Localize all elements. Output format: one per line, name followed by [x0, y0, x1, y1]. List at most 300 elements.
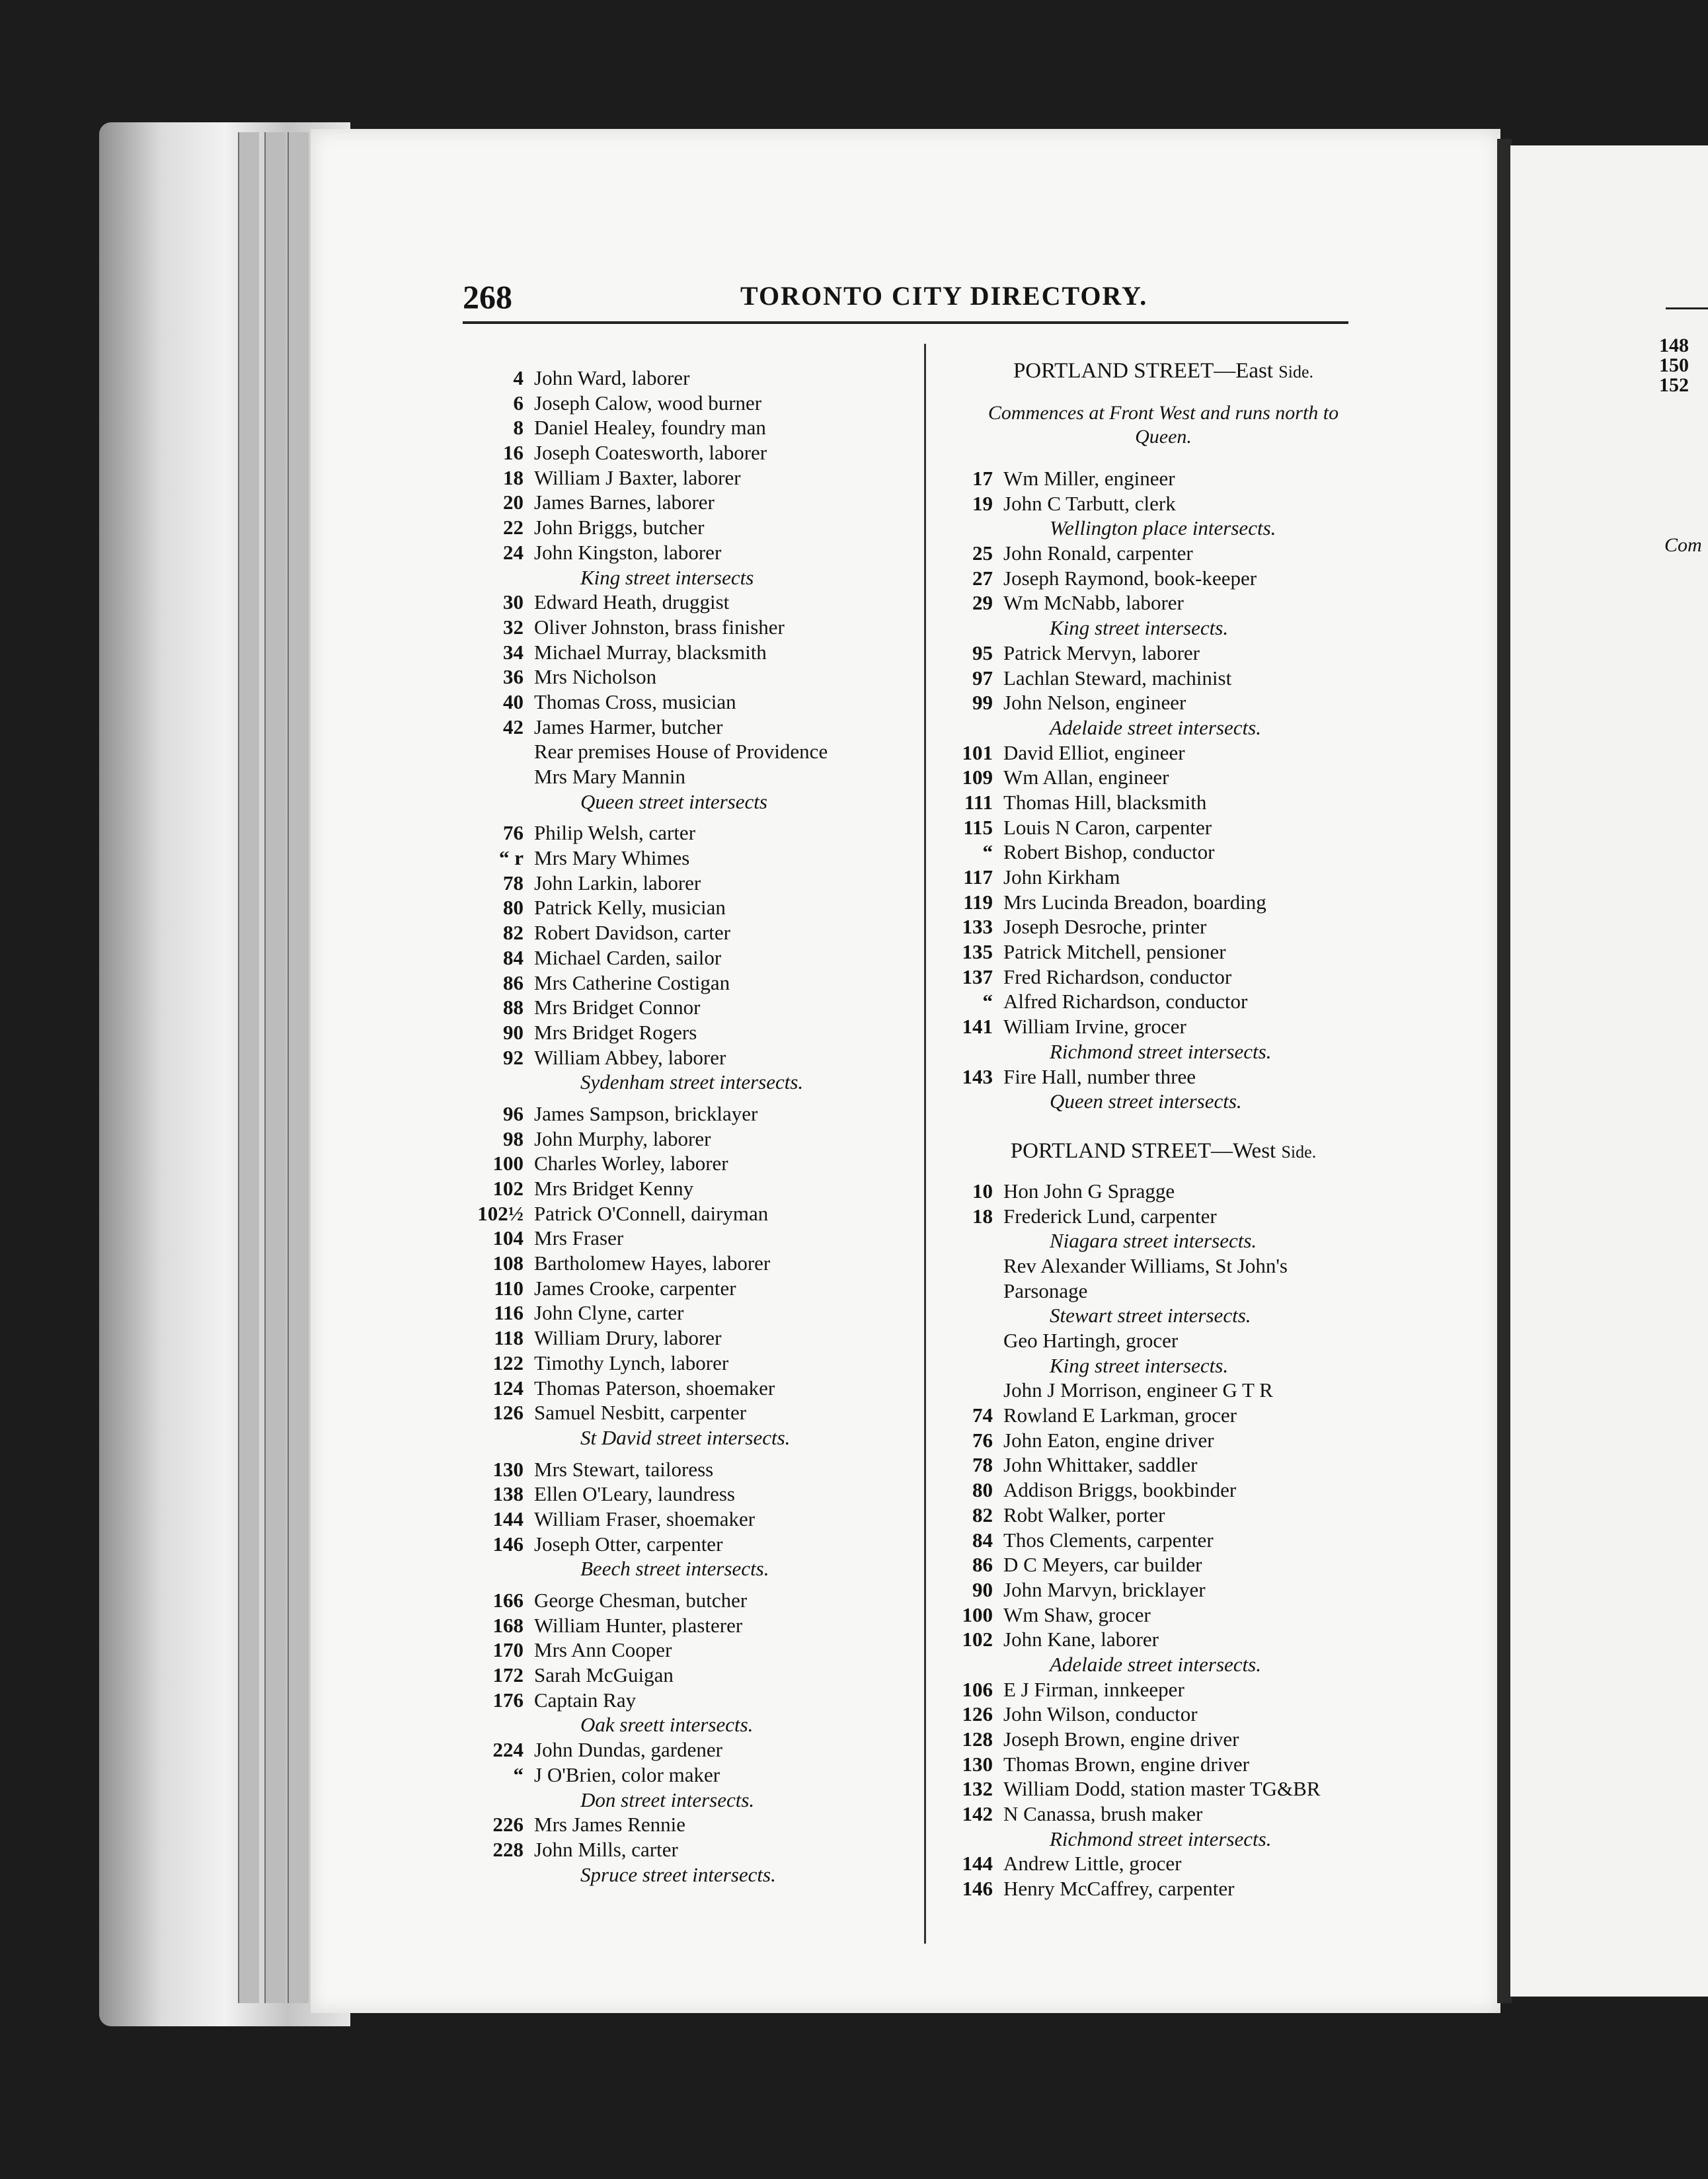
resident-name: David Elliot, engineer — [1003, 740, 1185, 764]
directory-entry — [932, 1577, 1395, 1603]
house-number: 146 — [492, 1532, 524, 1556]
house-number: 104 — [492, 1226, 524, 1250]
directory-entry — [932, 590, 1395, 615]
house-number: 78 — [972, 1453, 993, 1477]
resident-name: James Sampson, bricklayer — [534, 1101, 758, 1125]
directory-entry — [932, 1378, 1395, 1403]
resident-name: Mrs James Rennie — [534, 1813, 686, 1837]
house-number: 106 — [962, 1677, 993, 1701]
directory-entry — [463, 1376, 912, 1401]
house-number: 108 — [492, 1251, 524, 1275]
resident-name: Louis N Caron, carpenter — [1003, 815, 1212, 839]
house-number: 86 — [972, 1553, 993, 1577]
house-number: 122 — [492, 1351, 524, 1374]
section-gap — [463, 1095, 912, 1101]
intersection-note: King street intersects. — [1050, 1353, 1229, 1377]
house-number: 90 — [972, 1577, 993, 1601]
resident-name: Hon John G Spragge — [1003, 1179, 1175, 1203]
book-spine-gap — [1497, 139, 1512, 2003]
directory-entry — [932, 566, 1395, 591]
directory-entry — [932, 740, 1395, 766]
resident-name: Thos Clements, carpenter — [1003, 1528, 1214, 1552]
directory-entry — [932, 914, 1395, 939]
directory-entry — [463, 1201, 912, 1226]
resident-name: John J Morrison, engineer G T R — [1003, 1378, 1273, 1402]
resident-name: Mrs Lucinda Breadon, boarding — [1003, 890, 1266, 914]
directory-entry — [463, 820, 912, 846]
page-edge-layer — [238, 132, 259, 2003]
house-number: 116 — [494, 1301, 524, 1325]
directory-entry — [932, 890, 1395, 915]
house-number: 126 — [492, 1401, 524, 1425]
directory-entry — [463, 690, 912, 715]
resident-name: Patrick Kelly, musician — [534, 896, 726, 920]
directory-entry — [463, 1837, 912, 1862]
house-number: 138 — [492, 1482, 524, 1506]
house-number — [932, 1378, 1003, 1403]
house-number: 111 — [964, 790, 993, 814]
house-number: 19 — [972, 491, 993, 515]
house-number: 84 — [503, 945, 524, 969]
house-number: 30 — [503, 590, 524, 614]
intersection-note: Don street intersects. — [580, 1788, 755, 1811]
house-number: 18 — [503, 465, 524, 489]
facing-page-number: 148 — [1659, 335, 1689, 356]
resident-name: John Marvyn, bricklayer — [1003, 1577, 1206, 1601]
resident-name: Mrs Ann Cooper — [534, 1638, 672, 1662]
house-number: 133 — [962, 915, 993, 939]
resident-name: Thomas Brown, engine driver — [1003, 1752, 1249, 1776]
section-gap — [463, 814, 912, 820]
house-number: “ r — [498, 846, 524, 870]
commences-line-1: Commences at Front West and runs north to — [988, 402, 1339, 424]
directory-entry — [463, 1351, 912, 1376]
house-number: 137 — [962, 965, 993, 988]
resident-name: Sarah McGuigan — [534, 1663, 674, 1687]
facing-page-number: 150 — [1659, 354, 1689, 376]
resident-name: John Nelson, engineer — [1003, 691, 1186, 715]
directory-entry — [932, 541, 1395, 566]
house-number: 226 — [492, 1813, 524, 1837]
resident-name: N Canassa, brush maker — [1003, 1802, 1203, 1826]
intersection-note: Spruce street intersects. — [580, 1862, 776, 1886]
directory-entry — [932, 690, 1395, 715]
resident-name: Bartholomew Hayes, laborer — [534, 1251, 771, 1275]
directory-entry — [463, 1226, 912, 1251]
house-number: “ — [982, 990, 993, 1013]
intersection-note: Richmond street intersects. — [1050, 1827, 1272, 1850]
resident-name: Joseph Desroche, printer — [1003, 915, 1207, 939]
resident-name: E J Firman, innkeeper — [1003, 1677, 1184, 1701]
directory-entry — [932, 1776, 1395, 1802]
house-number: 76 — [503, 821, 524, 845]
resident-name: Geo Hartingh, grocer — [1003, 1329, 1179, 1352]
commences-line-2: Queen. — [1135, 426, 1192, 448]
resident-name: Joseph Brown, engine driver — [1003, 1727, 1239, 1751]
directory-entry — [463, 515, 912, 540]
house-number: 115 — [963, 815, 993, 839]
house-number: 98 — [503, 1127, 524, 1150]
resident-name: Mrs Bridget Connor — [534, 996, 701, 1019]
directory-entry — [932, 815, 1395, 840]
resident-name: Oliver Johnston, brass finisher — [534, 615, 785, 639]
directory-entry — [932, 1702, 1395, 1727]
directory-entry — [463, 971, 912, 996]
house-number: 117 — [963, 865, 993, 889]
east-side-heading-side: Side. — [1278, 362, 1314, 381]
resident-name: Wm Miller, engineer — [1003, 467, 1175, 490]
directory-entry — [463, 1300, 912, 1326]
directory-entry — [463, 1812, 912, 1837]
house-number: 92 — [503, 1045, 524, 1069]
house-number: 29 — [972, 591, 993, 615]
intersection-note: Adelaide street intersects. — [1050, 715, 1261, 739]
commences-note — [932, 401, 1395, 449]
directory-entry — [932, 1727, 1395, 1752]
house-number: 176 — [492, 1688, 524, 1712]
east-side-list — [932, 466, 1395, 1114]
house-number: 22 — [503, 516, 524, 539]
resident-name: Joseph Raymond, book-keeper — [1003, 566, 1257, 590]
house-number: 17 — [972, 467, 993, 490]
resident-name: George Chesman, butcher — [534, 1589, 748, 1612]
directory-entry — [463, 1151, 912, 1176]
facing-page-numbers — [1659, 336, 1689, 395]
directory-entry — [463, 664, 912, 690]
page-header — [463, 278, 1348, 324]
directory-entry — [463, 945, 912, 971]
intersection-note: Wellington place intersects. — [1050, 516, 1276, 540]
house-number: 102 — [962, 1628, 993, 1651]
house-number: 18 — [972, 1204, 993, 1228]
resident-name: William Hunter, plasterer — [534, 1613, 743, 1637]
directory-entry — [932, 1627, 1395, 1652]
entry-continuation: Parsonage — [1003, 1279, 1088, 1302]
house-number: 95 — [972, 641, 993, 664]
directory-entry — [932, 1677, 1395, 1702]
house-number: 166 — [492, 1589, 524, 1612]
resident-name: John Briggs, butcher — [534, 516, 705, 539]
west-side-list — [932, 1179, 1395, 1901]
house-number: 80 — [503, 896, 524, 920]
directory-entry — [463, 415, 912, 440]
resident-name: Joseph Otter, carpenter — [534, 1532, 723, 1556]
house-number: 100 — [492, 1152, 524, 1175]
directory-entry — [932, 1876, 1395, 1901]
house-number: 42 — [503, 715, 524, 738]
directory-entry — [463, 715, 912, 740]
directory-entry — [932, 1452, 1395, 1478]
directory-entry — [463, 995, 912, 1020]
resident-name: Mrs Fraser — [534, 1226, 624, 1250]
house-number: 99 — [972, 691, 993, 715]
resident-name: John C Tarbutt, clerk — [1003, 491, 1176, 515]
house-number: 20 — [503, 491, 524, 514]
house-number: 90 — [503, 1020, 524, 1044]
directory-entry — [463, 590, 912, 615]
directory-entry — [463, 1613, 912, 1638]
east-side-heading — [932, 356, 1395, 385]
house-number: 6 — [513, 391, 524, 415]
facing-page-commences-fragment: Com — [1664, 534, 1702, 556]
west-side-heading-side: Side. — [1281, 1142, 1317, 1162]
directory-entry — [932, 1752, 1395, 1777]
directory-entry — [463, 1045, 912, 1070]
house-number: 144 — [492, 1507, 524, 1530]
house-number: 141 — [962, 1015, 993, 1039]
house-number: 109 — [962, 766, 993, 789]
resident-name: John Kane, laborer — [1003, 1628, 1159, 1651]
resident-name: John Eaton, engine driver — [1003, 1428, 1214, 1452]
directory-entry — [463, 895, 912, 920]
house-number: 224 — [492, 1738, 524, 1762]
house-number: 110 — [494, 1276, 524, 1300]
resident-name: Ellen O'Leary, laundress — [534, 1482, 735, 1506]
house-number: “ — [982, 840, 993, 864]
house-number — [932, 1253, 1003, 1279]
directory-entry — [463, 540, 912, 565]
directory-entry — [463, 1176, 912, 1201]
directory-entry — [463, 1276, 912, 1301]
resident-name: Thomas Paterson, shoemaker — [534, 1376, 775, 1400]
resident-name: Robt Walker, porter — [1003, 1503, 1165, 1526]
directory-entry — [463, 1532, 912, 1557]
portland-street-column — [932, 354, 1395, 1901]
house-number: 8 — [513, 416, 524, 440]
intersection-note: King street intersects. — [1050, 616, 1229, 640]
resident-name: Charles Worley, laborer — [534, 1152, 728, 1175]
directory-entry — [932, 641, 1395, 666]
resident-name: John Wilson, conductor — [1003, 1702, 1198, 1726]
directory-entry — [463, 1457, 912, 1482]
intersection-note: Queen street intersects — [580, 789, 767, 813]
resident-name: William Abbey, laborer — [534, 1045, 726, 1069]
west-side-heading — [932, 1136, 1395, 1166]
directory-entry — [932, 1328, 1395, 1353]
house-number: 142 — [962, 1802, 993, 1826]
directory-entry — [932, 965, 1395, 990]
directory-entry — [932, 1851, 1395, 1876]
house-number: 82 — [972, 1503, 993, 1526]
house-number: 40 — [503, 690, 524, 713]
resident-name: Thomas Hill, blacksmith — [1003, 790, 1207, 814]
resident-name: William Dodd, station master TG&BR — [1003, 1777, 1321, 1801]
resident-name: Henry McCaffrey, carpenter — [1003, 1877, 1235, 1901]
resident-name: Thomas Cross, musician — [534, 690, 736, 713]
resident-name: William Irvine, grocer — [1003, 1015, 1186, 1039]
house-number: 118 — [494, 1326, 524, 1350]
resident-name: Robert Davidson, carter — [534, 921, 730, 945]
directory-entry — [932, 1478, 1395, 1503]
resident-name: John Kirkham — [1003, 865, 1120, 889]
directory-entry — [463, 764, 912, 789]
house-number: 27 — [972, 566, 993, 590]
house-number: 102 — [492, 1177, 524, 1200]
resident-name: Rear premises House of Providence — [534, 740, 828, 764]
intersection-note: Oak sreett intersects. — [580, 1713, 754, 1737]
directory-entry — [463, 440, 912, 465]
house-number: 97 — [972, 666, 993, 690]
resident-name: Fire Hall, number three — [1003, 1064, 1196, 1088]
resident-name: John Larkin, laborer — [534, 871, 701, 894]
house-number: “ — [513, 1763, 524, 1786]
directory-entry — [932, 466, 1395, 491]
house-number: 144 — [962, 1852, 993, 1876]
resident-name: Samuel Nesbitt, carpenter — [534, 1401, 747, 1425]
house-number: 25 — [972, 541, 993, 565]
page-number: 268 — [463, 278, 512, 315]
house-number: 128 — [962, 1727, 993, 1751]
resident-name: Mrs Nicholson — [534, 665, 657, 689]
directory-entry — [463, 1020, 912, 1045]
house-number: 84 — [972, 1528, 993, 1552]
house-number — [463, 739, 534, 764]
resident-name: William J Baxter, laborer — [534, 465, 741, 489]
house-number: 130 — [962, 1752, 993, 1776]
directory-entry — [463, 871, 912, 896]
resident-name: Philip Welsh, carter — [534, 821, 696, 845]
house-number: 82 — [503, 921, 524, 945]
house-number: 88 — [503, 996, 524, 1019]
resident-name: Patrick Mervyn, laborer — [1003, 641, 1200, 664]
house-number: 74 — [972, 1404, 993, 1427]
house-number — [932, 1328, 1003, 1353]
house-number: 168 — [492, 1613, 524, 1637]
directory-entry — [932, 1503, 1395, 1528]
directory-entry — [932, 1528, 1395, 1553]
house-number: 170 — [492, 1638, 524, 1662]
resident-name: Wm Shaw, grocer — [1003, 1603, 1151, 1626]
directory-entry — [932, 865, 1395, 890]
resident-name: Joseph Calow, wood burner — [534, 391, 762, 415]
west-side-heading-main: PORTLAND STREET—West — [1010, 1138, 1276, 1163]
resident-name: Mrs Mary Mannin — [534, 765, 686, 788]
resident-name: Patrick O'Connell, dairyman — [534, 1201, 769, 1225]
page-edge-layer — [264, 132, 286, 2003]
left-column — [463, 366, 912, 1887]
directory-entry — [932, 1179, 1395, 1204]
directory-entry — [932, 491, 1395, 516]
directory-entry — [463, 846, 912, 871]
house-number: 132 — [962, 1777, 993, 1801]
resident-name: Wm McNabb, laborer — [1003, 591, 1184, 615]
directory-entry — [932, 989, 1395, 1014]
house-number: 34 — [503, 640, 524, 664]
resident-name: James Barnes, laborer — [534, 491, 715, 514]
directory-entry — [932, 666, 1395, 691]
running-title: TORONTO CITY DIRECTORY. — [740, 281, 1148, 311]
house-number: 86 — [503, 971, 524, 994]
section-gap — [463, 1581, 912, 1588]
resident-name: John Ronald, carpenter — [1003, 541, 1193, 565]
directory-entry — [463, 465, 912, 491]
facing-page-rule — [1666, 307, 1708, 309]
resident-name: Andrew Little, grocer — [1003, 1852, 1182, 1876]
resident-name: Daniel Healey, foundry man — [534, 416, 766, 440]
resident-name: Lachlan Steward, machinist — [1003, 666, 1232, 690]
intersection-note: Beech street intersects. — [580, 1557, 769, 1581]
house-number: 146 — [962, 1877, 993, 1901]
facing-page-number: 152 — [1659, 374, 1689, 396]
section-gap — [463, 1450, 912, 1457]
directory-entry — [463, 920, 912, 945]
house-number: 16 — [503, 441, 524, 465]
directory-entry — [932, 1403, 1395, 1428]
directory-entry — [463, 1400, 912, 1425]
house-number: 32 — [503, 615, 524, 639]
resident-name: Mrs Stewart, tailoress — [534, 1457, 714, 1481]
house-number: 36 — [503, 665, 524, 689]
directory-entry — [463, 1638, 912, 1663]
resident-name: Mrs Mary Whimes — [534, 846, 690, 870]
intersection-note: Niagara street intersects. — [1050, 1229, 1257, 1253]
directory-entry — [932, 1014, 1395, 1039]
directory-entry — [463, 1663, 912, 1688]
directory-entry — [932, 1428, 1395, 1453]
resident-name: Captain Ray — [534, 1688, 637, 1712]
directory-entry — [932, 840, 1395, 865]
house-number: 4 — [513, 366, 524, 389]
page-edge-layer — [288, 132, 309, 2003]
intersection-note: Stewart street intersects. — [1050, 1304, 1251, 1327]
directory-entry — [463, 1127, 912, 1152]
resident-name: Edward Heath, druggist — [534, 590, 730, 614]
resident-name: Frederick Lund, carpenter — [1003, 1204, 1217, 1228]
directory-entry — [463, 1688, 912, 1713]
directory-entry — [932, 1204, 1395, 1229]
house-number: 76 — [972, 1428, 993, 1452]
directory-entry — [463, 640, 912, 665]
directory-entry — [463, 1737, 912, 1763]
directory-entry — [463, 1101, 912, 1127]
resident-name: John Kingston, laborer — [534, 540, 722, 564]
house-number: 119 — [963, 890, 993, 914]
resident-name: Mrs Bridget Rogers — [534, 1020, 697, 1044]
resident-name: John Ward, laborer — [534, 366, 690, 389]
resident-name: Michael Murray, blacksmith — [534, 640, 767, 664]
directory-entry — [463, 1326, 912, 1351]
resident-name: Addison Briggs, bookbinder — [1003, 1478, 1237, 1502]
directory-entry — [932, 1552, 1395, 1577]
house-number: 80 — [972, 1478, 993, 1502]
intersection-note: Adelaide street intersects. — [1050, 1652, 1261, 1676]
east-side-heading-main: PORTLAND STREET—East — [1013, 359, 1274, 383]
house-number: 126 — [962, 1702, 993, 1726]
directory-entry — [932, 1064, 1395, 1090]
resident-name: Mrs Catherine Costigan — [534, 971, 730, 994]
resident-name: Rev Alexander Williams, St John's — [1003, 1253, 1288, 1277]
directory-entry — [463, 1588, 912, 1613]
directory-entry — [463, 490, 912, 515]
resident-name: Alfred Richardson, conductor — [1003, 990, 1248, 1013]
resident-name: D C Meyers, car builder — [1003, 1553, 1202, 1577]
directory-entry — [463, 1251, 912, 1276]
resident-name: John Whittaker, saddler — [1003, 1453, 1198, 1477]
house-number: 96 — [503, 1101, 524, 1125]
resident-name: William Drury, laborer — [534, 1326, 722, 1350]
house-number — [463, 764, 534, 789]
resident-name: James Harmer, butcher — [534, 715, 723, 738]
directory-entry — [463, 1507, 912, 1532]
header-rule — [463, 321, 1348, 324]
directory-entry — [463, 1763, 912, 1788]
intersection-note: Richmond street intersects. — [1050, 1039, 1272, 1063]
directory-entry — [932, 1603, 1395, 1628]
facing-page — [1510, 145, 1708, 1997]
resident-name: Patrick Mitchell, pensioner — [1003, 940, 1226, 964]
directory-entry — [932, 790, 1395, 815]
resident-name: J O'Brien, color maker — [534, 1763, 720, 1786]
